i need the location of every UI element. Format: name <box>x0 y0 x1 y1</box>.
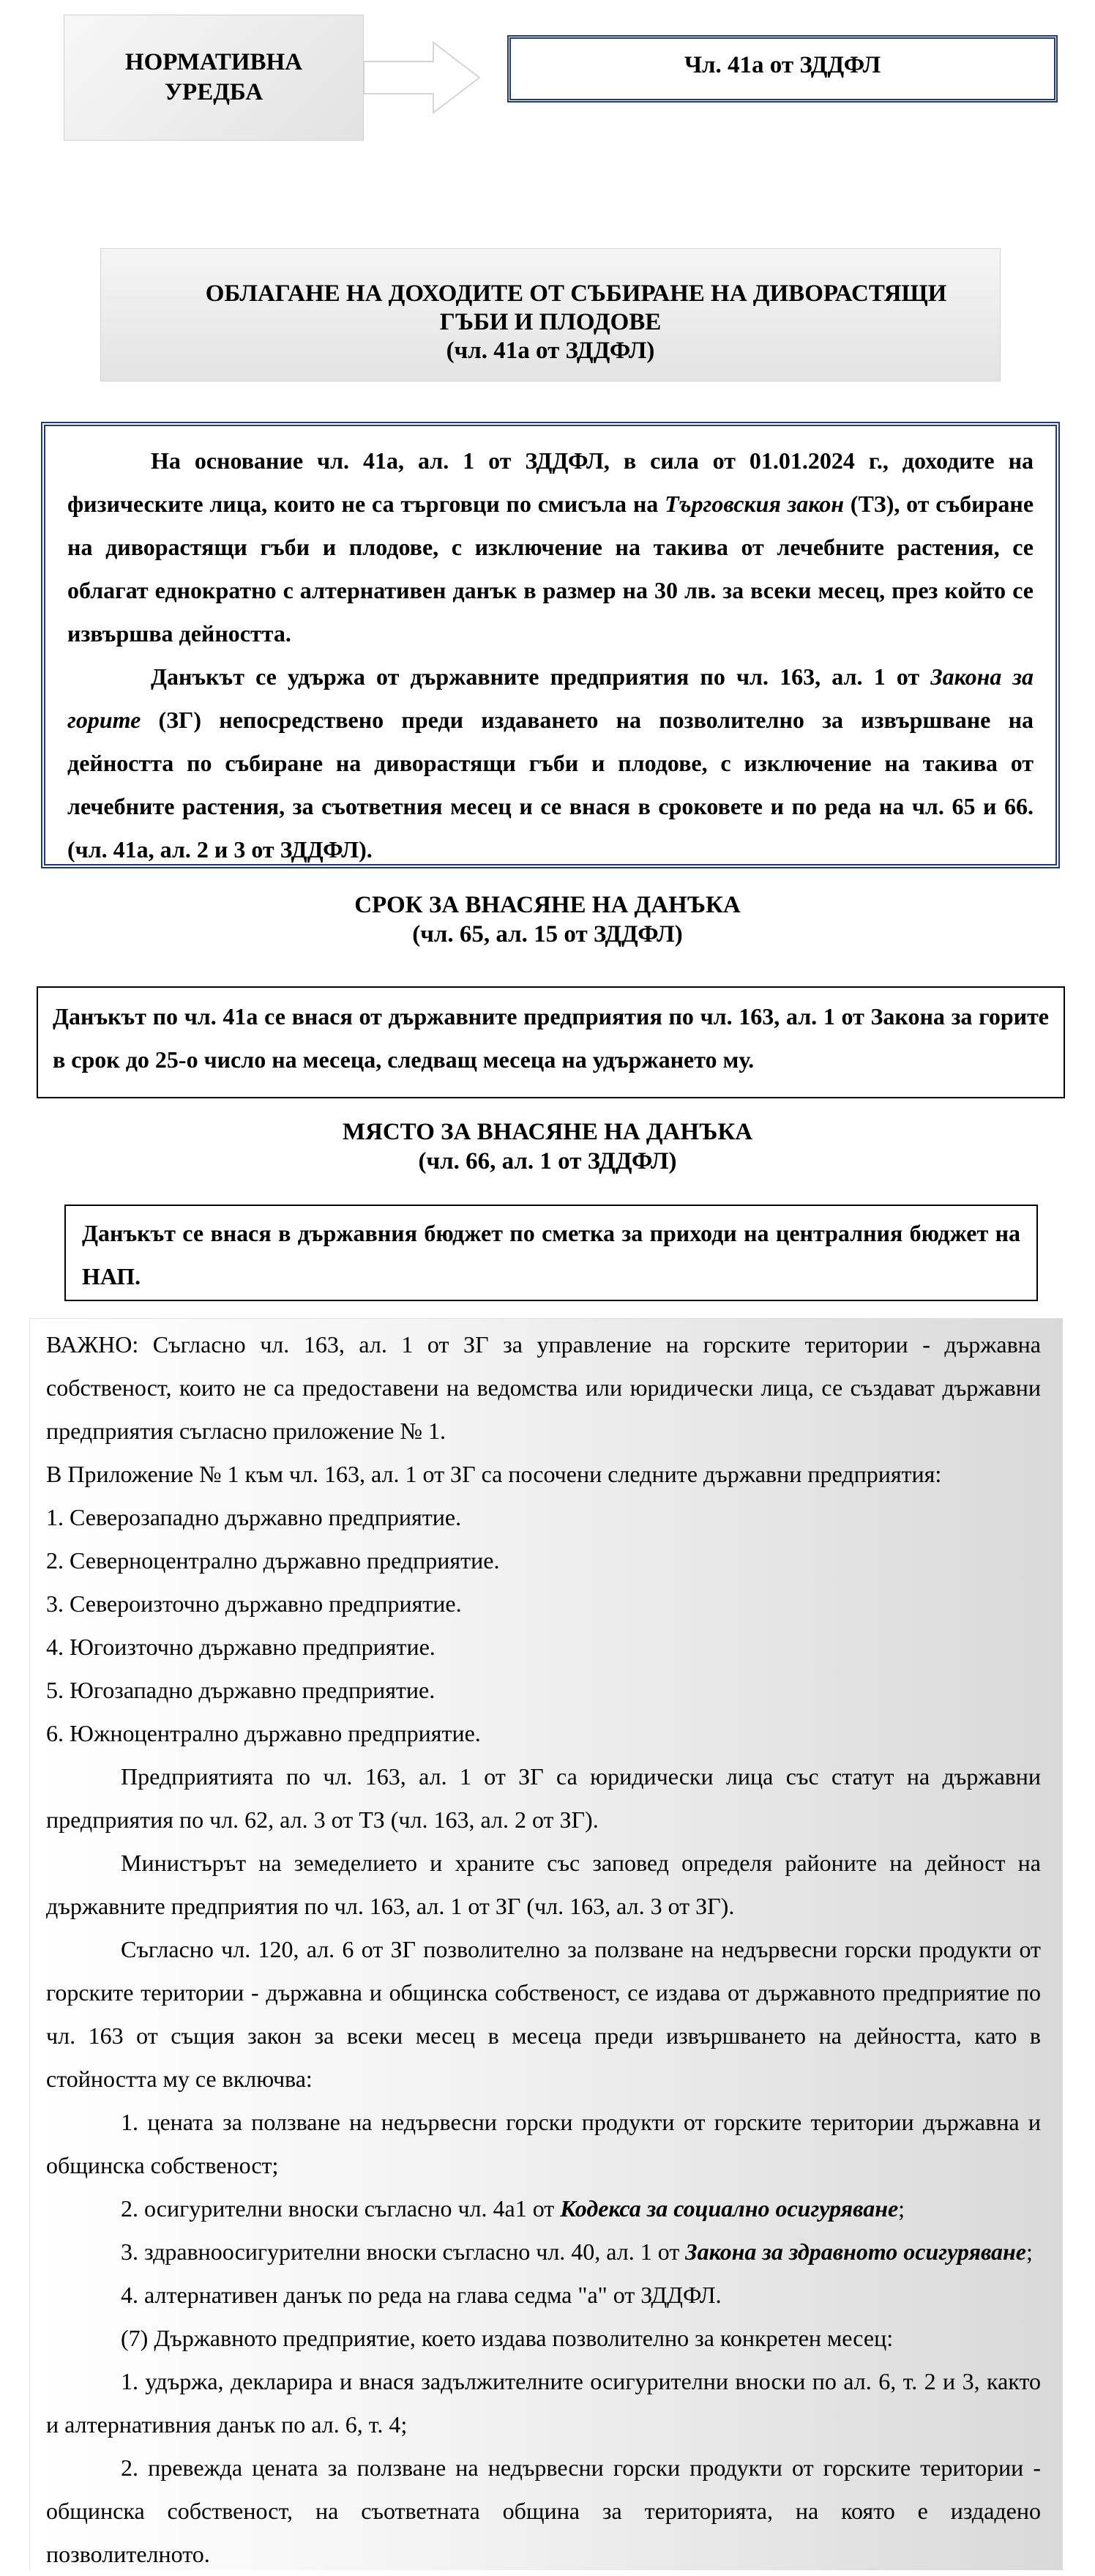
enterprise-item: 5. Югозападно държавно предприятие. <box>46 1677 436 1703</box>
enterprise-duty-2: 2. превежда цената за ползване на недървесни горски продукти от горските територии - общинска собственост, на съответната община за територията, на която е издадено позволителното. <box>46 2454 1041 2567</box>
title-line-3: (чл. 41а от ЗДДФЛ) <box>446 338 655 364</box>
important-annex: В Приложение № 1 към чл. 163, ал. 1 от ЗГ са посочени следните държавни предприятия: <box>46 1461 942 1487</box>
enterprise-item: 1. Северозападно държавно предприятие. <box>46 1504 462 1530</box>
permit-item-2-text: 2. осигурителни вноски съгласно чл. 4а1 от <box>121 2195 561 2222</box>
title-line-2: ГЪБИ И ПЛОДОВЕ <box>439 309 662 335</box>
law-reference: Чл. 41а от ЗДДФЛ <box>684 52 881 78</box>
main-paragraph-1 <box>67 439 1034 655</box>
enterprise-item: 4. Югоизточно държавно предприятие. <box>46 1634 436 1660</box>
enterprise-item: 3. Североизточно държавно предприятие. <box>46 1590 462 1617</box>
deadline-text: Данъкът по чл. 41а се внася от държавните предприятия по чл. 163, ал. 1 от Закона за горите в срок до 25-о число на месеца, следващ месеца на удържането му. <box>53 1003 1049 1073</box>
permit-paragraph: Съгласно чл. 120, ал. 6 от ЗГ позволително за ползване на недървесни горски продукти от горските територии - държавна и общинска собственост, се издава от държавното предприятие по чл. 163 от същия закон за всеки месец в месеца преди извършването на дейността, като в стойността му се включва: <box>46 1936 1041 2092</box>
place-box <box>64 1205 1038 1301</box>
main-p2-text-a: Данъкът се удържа от държавните предприятия по чл. 163, ал. 1 от <box>151 663 931 690</box>
deadline-heading-subtitle: (чл. 65, ал. 15 от ЗДДФЛ) <box>412 921 683 948</box>
main-p1-text-b: (ТЗ), от събиране на диворастящи гъби и плодове, с изключение на такива от лечебните растения, се облагат еднократно с алтернативен данък в размер на 30 лв. за всеки месец, през който се извършва дейността. <box>67 491 1034 647</box>
enterprise-duty-1: 1. удържа, декларира и внася задължителните осигурителни вноски по ал. 6, т. 2 и 3, както и алтернативния данък по ал. 6, т. 4; <box>46 2368 1041 2438</box>
social-security-code-name: Кодекса за социално осигуряване <box>560 2195 899 2222</box>
permit-item-2-end: ; <box>898 2195 905 2222</box>
title-box <box>100 248 1001 381</box>
permit-item-3-text: 3. здравноосигурителни вноски съгласно чл. 40, ал. 1 от <box>121 2238 686 2265</box>
main-p2-text-b: (ЗГ) непосредствено преди издаването на позволително за извършване на дейността по събиране на диворастящи гъби и плодове, с изключение на такива от лечебните растения, за съответния месец и се внася в сроковете и по реда на чл. 65 и 66. (чл. 41а, ал. 2 и 3 от ЗДДФЛ). <box>67 707 1034 863</box>
place-heading <box>0 1117 1095 1176</box>
place-heading-subtitle: (чл. 66, ал. 1 от ЗДДФЛ) <box>418 1148 677 1175</box>
place-heading-title: МЯСТО ЗА ВНАСЯНЕ НА ДАНЪКА <box>342 1119 753 1145</box>
permit-item-3-end: ; <box>1026 2238 1033 2265</box>
paragraph-7: (7) Държавното предприятие, което издава позволително за конкретен месец: <box>121 2325 894 2351</box>
law-reference-box <box>507 35 1058 103</box>
legal-status-paragraph: Предприятията по чл. 163, ал. 1 от ЗГ са юридически лица със статут на държавни предприятия по чл. 62, ал. 3 от ТЗ (чл. 163, ал. 2 от ЗГ). <box>46 1763 1041 1833</box>
deadline-heading-title: СРОК ЗА ВНАСЯНЕ НА ДАНЪКА <box>354 892 741 918</box>
main-p1-text-a: На основание чл. 41а, ал. 1 от ЗДДФЛ, в сила от 01.01.2024 г., доходите на физическите лица, които не са търговци по смисъла на <box>67 447 1034 517</box>
place-text: Данъкът се внася в държавния бюджет по сметка за приходи на централния бюджет на НАП. <box>82 1220 1020 1289</box>
health-insurance-act-name: Закона за здравното осигуряване <box>685 2238 1026 2265</box>
permit-item-4: 4. алтернативен данък по реда на глава седма "а" от ЗДДФЛ. <box>121 2282 722 2308</box>
permit-item-3 <box>46 2230 1041 2274</box>
enterprise-item: 6. Южноцентрално държавно предприятие. <box>46 1720 481 1746</box>
normative-regulation-box <box>64 15 364 141</box>
forests-act-name: Закона за горите <box>67 663 1034 733</box>
normative-label: НОРМАТИВНА УРЕДБА <box>124 49 303 105</box>
deadline-heading <box>0 890 1095 949</box>
permit-item-1: 1. цената за ползване на недървесни горски продукти от горските територии държавна и общинска собственост; <box>46 2109 1041 2178</box>
main-paragraph-2 <box>67 655 1034 871</box>
minister-paragraph: Министърът на земеделието и храните със заповед определя районите на дейност на държавните предприятия по чл. 163, ал. 1 от ЗГ (чл. 163, ал. 3 от ЗГ). <box>46 1850 1041 1919</box>
permit-item-2 <box>46 2187 1041 2230</box>
deadline-box <box>37 986 1065 1098</box>
title-line-1: ОБЛАГАНЕ НА ДОХОДИТЕ ОТ СЪБИРАНЕ НА ДИВОРАСТЯЩИ <box>205 280 947 307</box>
important-note-box <box>29 1318 1063 2570</box>
main-text-box <box>41 422 1060 868</box>
important-intro: ВАЖНО: Съгласно чл. 163, ал. 1 от ЗГ за управление на горските територии - държавна собственост, които не са предоставени на ведомства или юридически лица, се създават държавни предприятия съгласно приложение № 1. <box>46 1331 1041 1444</box>
enterprise-item: 2. Северноцентрално държавно предприятие. <box>46 1547 500 1574</box>
right-arrow-icon <box>364 41 481 114</box>
commercial-act-name: Търговския закон <box>665 491 844 517</box>
